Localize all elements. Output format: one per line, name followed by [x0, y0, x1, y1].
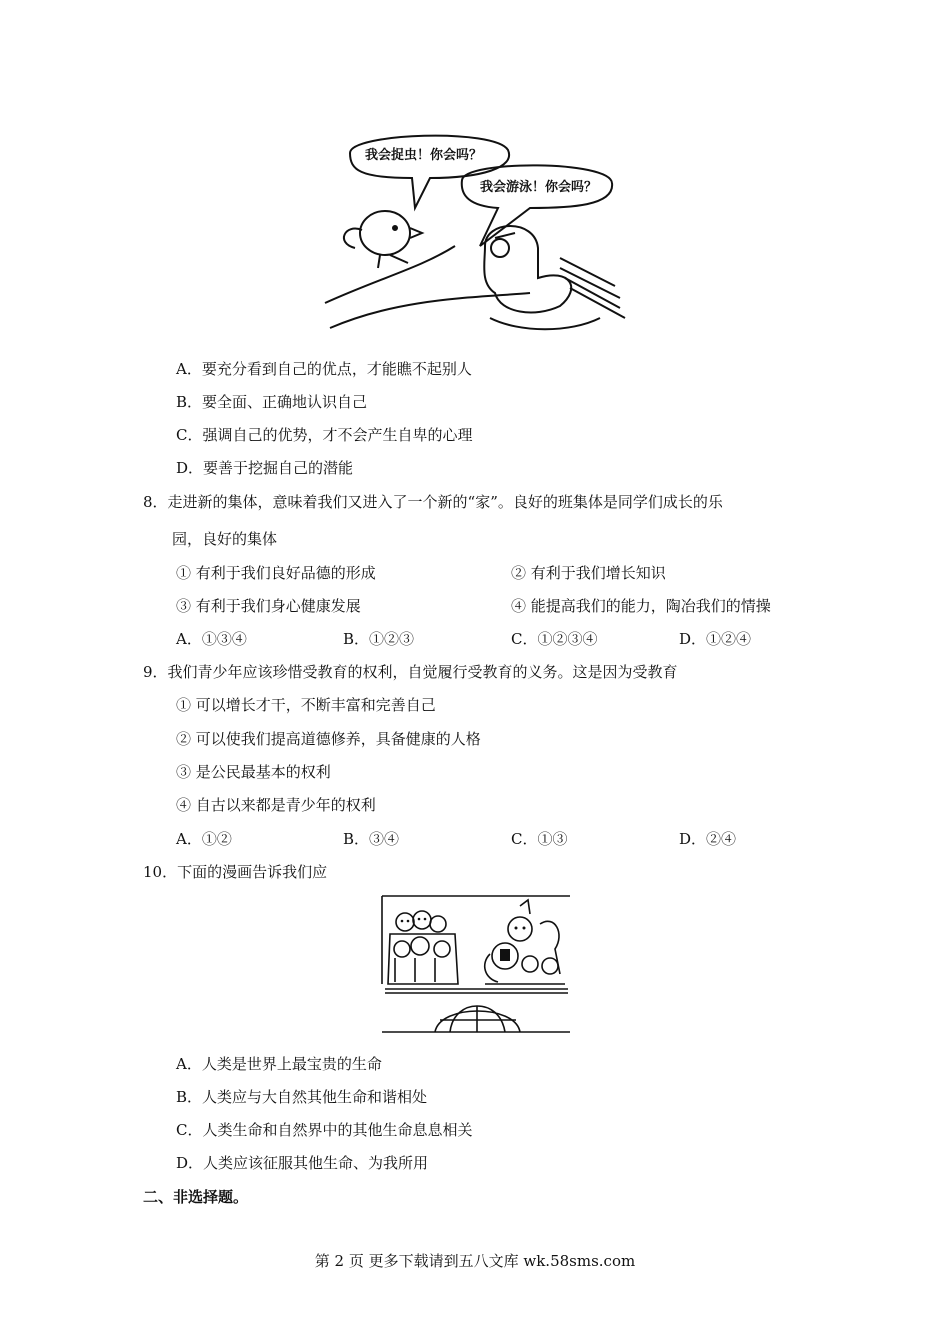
q9-choice-a: A．①② — [176, 830, 232, 848]
q7-option-d: D．要善于挖掘自己的潜能 — [176, 459, 354, 477]
q9-choice-c: C．①③ — [511, 830, 568, 848]
bubble-left-text: 我会捉虫！你会吗？ — [365, 148, 483, 163]
q9-item-2: ② 可以使我们提高道德修养，具备健康的人格 — [176, 730, 481, 748]
page-footer: 第 2 页 更多下载请到五八文库 wk.58sms.com — [314, 1252, 636, 1270]
q7-option-c: C．强调自己的优势，才不会产生自卑的心理 — [176, 426, 473, 444]
q8-choice-c: C．①②③④ — [511, 630, 598, 648]
q10-option-c: C．人类生命和自然界中的其他生命息息相关 — [176, 1121, 473, 1139]
q10-option-d: D．人类应该征服其他生命、为我所用 — [176, 1154, 429, 1172]
q9-stem: 9．我们青少年应该珍惜受教育的权利，自觉履行受教育的义务。这是因为受教育 — [143, 663, 678, 681]
q8-item-4: ④ 能提高我们的能力，陶冶我们的情操 — [511, 597, 771, 615]
q10-option-a: A．人类是世界上最宝贵的生命 — [176, 1055, 382, 1073]
q8-stem-line2: 园，良好的集体 — [172, 530, 278, 548]
q7-option-a: A．要充分看到自己的优点，才能瞧不起别人 — [176, 360, 472, 378]
section2-heading: 二、非选择题。 — [143, 1188, 249, 1206]
q7-option-b: B．要全面、正确地认识自己 — [176, 393, 368, 411]
q9-choice-d: D．②④ — [679, 830, 737, 848]
cartoon-birds-illustration — [320, 128, 640, 338]
q9-choice-b: B．③④ — [343, 830, 400, 848]
q9-item-3: ③ 是公民最基本的权利 — [176, 763, 331, 781]
q8-item-3: ③ 有利于我们身心健康发展 — [176, 597, 361, 615]
q8-choice-b: B．①②③ — [343, 630, 415, 648]
bubble-right-text: 我会游泳！你会吗？ — [480, 180, 598, 195]
q8-item-1: ① 有利于我们良好品德的形成 — [176, 564, 376, 582]
q9-item-1: ① 可以增长才干，不断丰富和完善自己 — [176, 696, 436, 714]
cartoon-balance-illustration — [380, 894, 572, 1034]
q9-item-4: ④ 自古以来都是青少年的权利 — [176, 796, 376, 814]
q10-stem: 10．下面的漫画告诉我们应 — [143, 863, 328, 881]
q8-choice-d: D．①②④ — [679, 630, 752, 648]
q10-option-b: B．人类应与大自然其他生命和谐相处 — [176, 1088, 428, 1106]
q8-stem-line1: 8．走进新的集体，意味着我们又进入了一个新的“家”。良好的班集体是同学们成长的乐 — [143, 493, 723, 511]
q8-item-2: ② 有利于我们增长知识 — [511, 564, 666, 582]
q8-choice-a: A．①③④ — [176, 630, 247, 648]
